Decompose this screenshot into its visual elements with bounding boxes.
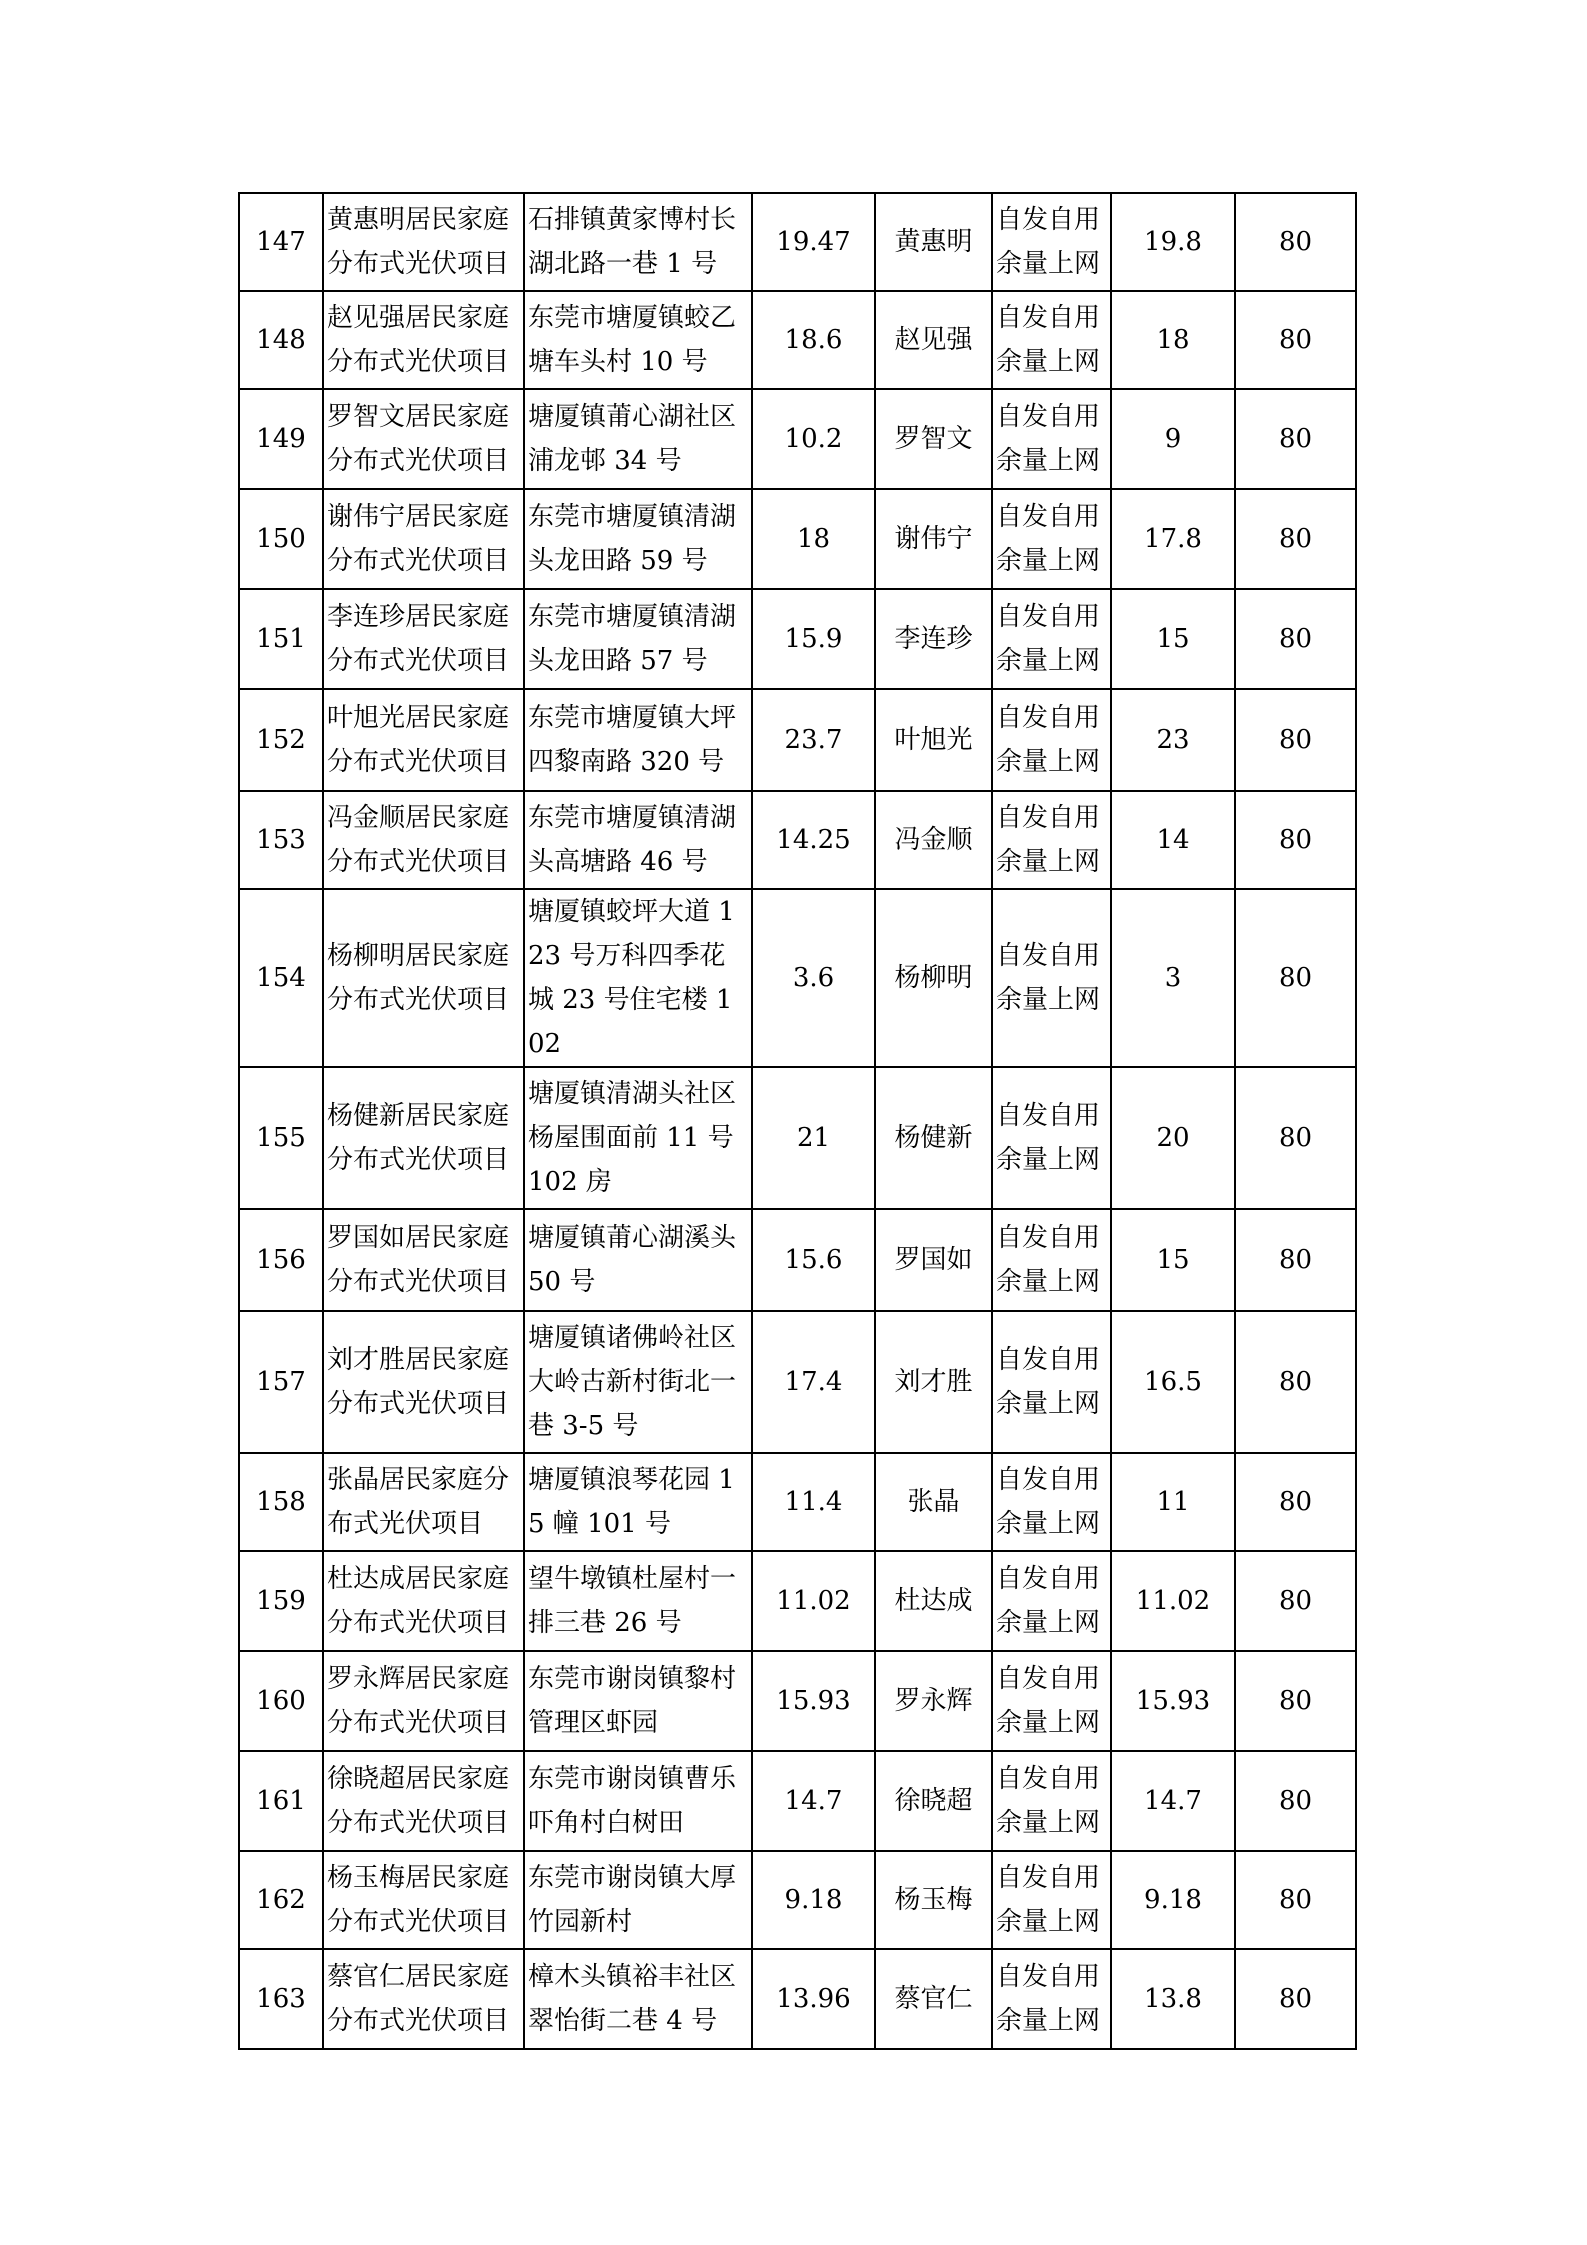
- table-row: [239, 489, 1356, 589]
- grid-capacity: 17.8: [1111, 489, 1235, 589]
- table-row: [239, 389, 1356, 489]
- table-row: [239, 589, 1356, 689]
- project-address: 东莞市谢岗镇黎村管理区虾园: [524, 1651, 752, 1751]
- installed-capacity: 15.6: [752, 1209, 875, 1311]
- project-address: 东莞市塘厦镇蛟乙塘车头村 10 号: [524, 291, 752, 389]
- installed-capacity: 23.7: [752, 689, 875, 791]
- project-address: 樟木头镇裕丰社区翠怡街二巷 4 号: [524, 1949, 752, 2049]
- grid-mode: 自发自用余量上网: [992, 1551, 1111, 1651]
- project-name: 冯金顺居民家庭分布式光伏项目: [323, 791, 524, 889]
- row-number: 157: [239, 1311, 323, 1453]
- grid-mode: 自发自用余量上网: [992, 689, 1111, 791]
- owner-name: 刘才胜: [875, 1311, 992, 1453]
- project-name: 黄惠明居民家庭分布式光伏项目: [323, 193, 524, 291]
- value-cell: 80: [1235, 389, 1356, 489]
- grid-mode: 自发自用余量上网: [992, 791, 1111, 889]
- owner-name: 徐晓超: [875, 1751, 992, 1851]
- installed-capacity: 14.7: [752, 1751, 875, 1851]
- grid-capacity: 16.5: [1111, 1311, 1235, 1453]
- grid-mode: 自发自用余量上网: [992, 489, 1111, 589]
- row-number: 155: [239, 1067, 323, 1209]
- project-name: 杨健新居民家庭分布式光伏项目: [323, 1067, 524, 1209]
- owner-name: 谢伟宁: [875, 489, 992, 589]
- table-row: [239, 1551, 1356, 1651]
- table-row: [239, 1067, 1356, 1209]
- row-number: 156: [239, 1209, 323, 1311]
- value-cell: 80: [1235, 1751, 1356, 1851]
- installed-capacity: 9.18: [752, 1851, 875, 1949]
- grid-capacity: 15.93: [1111, 1651, 1235, 1751]
- installed-capacity: 3.6: [752, 889, 875, 1067]
- table-row: [239, 791, 1356, 889]
- row-number: 151: [239, 589, 323, 689]
- project-address: 东莞市谢岗镇大厚竹园新村: [524, 1851, 752, 1949]
- project-address: 东莞市塘厦镇清湖头龙田路 57 号: [524, 589, 752, 689]
- row-number: 161: [239, 1751, 323, 1851]
- value-cell: 80: [1235, 1067, 1356, 1209]
- project-name: 徐晓超居民家庭分布式光伏项目: [323, 1751, 524, 1851]
- value-cell: 80: [1235, 1851, 1356, 1949]
- row-number: 153: [239, 791, 323, 889]
- value-cell: 80: [1235, 1949, 1356, 2049]
- table-row: [239, 1949, 1356, 2049]
- table-row: [239, 1209, 1356, 1311]
- project-address: 塘厦镇清湖头社区杨屋围面前 11 号 102 房: [524, 1067, 752, 1209]
- value-cell: 80: [1235, 689, 1356, 791]
- table-row: [239, 1453, 1356, 1551]
- row-number: 160: [239, 1651, 323, 1751]
- row-number: 163: [239, 1949, 323, 2049]
- value-cell: 80: [1235, 1453, 1356, 1551]
- grid-mode: 自发自用余量上网: [992, 1453, 1111, 1551]
- project-address: 石排镇黄家博村长湖北路一巷 1 号: [524, 193, 752, 291]
- row-number: 147: [239, 193, 323, 291]
- installed-capacity: 15.9: [752, 589, 875, 689]
- installed-capacity: 14.25: [752, 791, 875, 889]
- project-address: 东莞市塘厦镇清湖头高塘路 46 号: [524, 791, 752, 889]
- project-address: 塘厦镇诸佛岭社区大岭古新村街北一巷 3-5 号: [524, 1311, 752, 1453]
- project-name: 李连珍居民家庭分布式光伏项目: [323, 589, 524, 689]
- value-cell: 80: [1235, 589, 1356, 689]
- owner-name: 蔡官仁: [875, 1949, 992, 2049]
- value-cell: 80: [1235, 489, 1356, 589]
- project-name: 张晶居民家庭分布式光伏项目: [323, 1453, 524, 1551]
- grid-capacity: 3: [1111, 889, 1235, 1067]
- owner-name: 杜达成: [875, 1551, 992, 1651]
- value-cell: 80: [1235, 291, 1356, 389]
- project-address: 东莞市塘厦镇大坪四黎南路 320 号: [524, 689, 752, 791]
- value-cell: 80: [1235, 791, 1356, 889]
- project-name: 刘才胜居民家庭分布式光伏项目: [323, 1311, 524, 1453]
- installed-capacity: 17.4: [752, 1311, 875, 1453]
- grid-mode: 自发自用余量上网: [992, 193, 1111, 291]
- project-name: 叶旭光居民家庭分布式光伏项目: [323, 689, 524, 791]
- installed-capacity: 19.47: [752, 193, 875, 291]
- grid-capacity: 13.8: [1111, 1949, 1235, 2049]
- row-number: 158: [239, 1453, 323, 1551]
- grid-mode: 自发自用余量上网: [992, 1209, 1111, 1311]
- row-number: 150: [239, 489, 323, 589]
- installed-capacity: 11.4: [752, 1453, 875, 1551]
- owner-name: 杨健新: [875, 1067, 992, 1209]
- table-row: [239, 689, 1356, 791]
- grid-mode: 自发自用余量上网: [992, 1751, 1111, 1851]
- table-row: [239, 1651, 1356, 1751]
- value-cell: 80: [1235, 1311, 1356, 1453]
- grid-mode: 自发自用余量上网: [992, 1851, 1111, 1949]
- owner-name: 叶旭光: [875, 689, 992, 791]
- grid-mode: 自发自用余量上网: [992, 589, 1111, 689]
- grid-mode: 自发自用余量上网: [992, 1651, 1111, 1751]
- table-body: [239, 193, 1356, 2049]
- value-cell: 80: [1235, 889, 1356, 1067]
- grid-capacity: 9: [1111, 389, 1235, 489]
- project-address: 东莞市塘厦镇清湖头龙田路 59 号: [524, 489, 752, 589]
- grid-capacity: 20: [1111, 1067, 1235, 1209]
- project-name: 杨柳明居民家庭分布式光伏项目: [323, 889, 524, 1067]
- grid-capacity: 15: [1111, 1209, 1235, 1311]
- table-row: [239, 291, 1356, 389]
- row-number: 152: [239, 689, 323, 791]
- grid-mode: 自发自用余量上网: [992, 389, 1111, 489]
- table-row: [239, 1751, 1356, 1851]
- grid-mode: 自发自用余量上网: [992, 1311, 1111, 1453]
- owner-name: 张晶: [875, 1453, 992, 1551]
- owner-name: 赵见强: [875, 291, 992, 389]
- grid-capacity: 14: [1111, 791, 1235, 889]
- project-address: 望牛墩镇杜屋村一排三巷 26 号: [524, 1551, 752, 1651]
- grid-capacity: 11: [1111, 1453, 1235, 1551]
- owner-name: 罗国如: [875, 1209, 992, 1311]
- grid-capacity: 9.18: [1111, 1851, 1235, 1949]
- grid-mode: 自发自用余量上网: [992, 889, 1111, 1067]
- grid-capacity: 15: [1111, 589, 1235, 689]
- grid-mode: 自发自用余量上网: [992, 1949, 1111, 2049]
- value-cell: 80: [1235, 1551, 1356, 1651]
- owner-name: 杨柳明: [875, 889, 992, 1067]
- owner-name: 杨玉梅: [875, 1851, 992, 1949]
- owner-name: 罗永辉: [875, 1651, 992, 1751]
- table-row: [239, 889, 1356, 1067]
- value-cell: 80: [1235, 1209, 1356, 1311]
- project-address: 塘厦镇莆心湖溪头 50 号: [524, 1209, 752, 1311]
- grid-capacity: 11.02: [1111, 1551, 1235, 1651]
- value-cell: 80: [1235, 1651, 1356, 1751]
- installed-capacity: 11.02: [752, 1551, 875, 1651]
- project-name: 杜达成居民家庭分布式光伏项目: [323, 1551, 524, 1651]
- grid-capacity: 19.8: [1111, 193, 1235, 291]
- installed-capacity: 18.6: [752, 291, 875, 389]
- project-table: [238, 192, 1357, 2050]
- project-name: 罗永辉居民家庭分布式光伏项目: [323, 1651, 524, 1751]
- installed-capacity: 18: [752, 489, 875, 589]
- grid-mode: 自发自用余量上网: [992, 1067, 1111, 1209]
- installed-capacity: 21: [752, 1067, 875, 1209]
- row-number: 148: [239, 291, 323, 389]
- row-number: 154: [239, 889, 323, 1067]
- owner-name: 李连珍: [875, 589, 992, 689]
- table-row: [239, 1311, 1356, 1453]
- grid-capacity: 23: [1111, 689, 1235, 791]
- grid-capacity: 18: [1111, 291, 1235, 389]
- grid-capacity: 14.7: [1111, 1751, 1235, 1851]
- project-name: 谢伟宁居民家庭分布式光伏项目: [323, 489, 524, 589]
- project-address: 塘厦镇莆心湖社区浦龙邨 34 号: [524, 389, 752, 489]
- table-row: [239, 193, 1356, 291]
- project-name: 罗智文居民家庭分布式光伏项目: [323, 389, 524, 489]
- project-name: 赵见强居民家庭分布式光伏项目: [323, 291, 524, 389]
- project-address: 塘厦镇蛟坪大道 123 号万科四季花城 23 号住宅楼 102: [524, 889, 752, 1067]
- installed-capacity: 10.2: [752, 389, 875, 489]
- owner-name: 冯金顺: [875, 791, 992, 889]
- grid-mode: 自发自用余量上网: [992, 291, 1111, 389]
- installed-capacity: 15.93: [752, 1651, 875, 1751]
- installed-capacity: 13.96: [752, 1949, 875, 2049]
- project-name: 蔡官仁居民家庭分布式光伏项目: [323, 1949, 524, 2049]
- row-number: 149: [239, 389, 323, 489]
- project-address: 东莞市谢岗镇曹乐吓角村白树田: [524, 1751, 752, 1851]
- project-name: 杨玉梅居民家庭分布式光伏项目: [323, 1851, 524, 1949]
- project-address: 塘厦镇浪琴花园 15 幢 101 号: [524, 1453, 752, 1551]
- owner-name: 罗智文: [875, 389, 992, 489]
- row-number: 162: [239, 1851, 323, 1949]
- value-cell: 80: [1235, 193, 1356, 291]
- owner-name: 黄惠明: [875, 193, 992, 291]
- project-name: 罗国如居民家庭分布式光伏项目: [323, 1209, 524, 1311]
- row-number: 159: [239, 1551, 323, 1651]
- table-row: [239, 1851, 1356, 1949]
